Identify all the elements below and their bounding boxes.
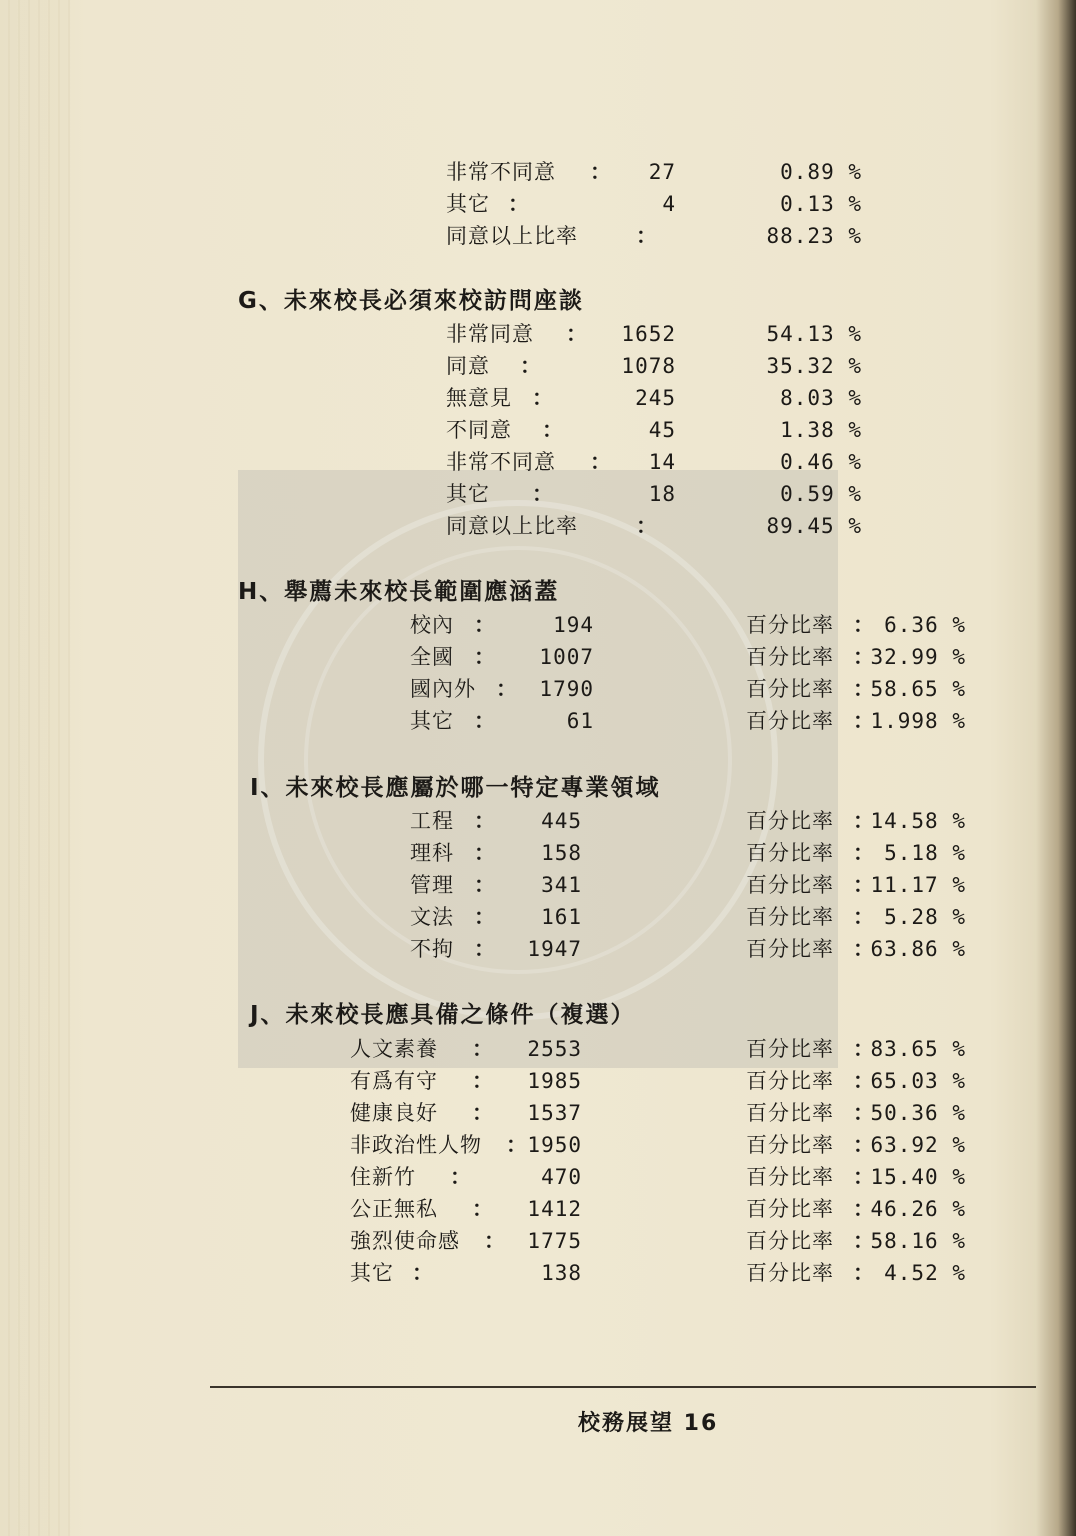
row-label: 同意 <box>446 354 490 378</box>
section-i-title: I、未來校長應屬於哪一特定專業領域 <box>250 775 661 801</box>
row-percent: 50.36 % <box>870 1101 966 1125</box>
row-count: 1007 <box>539 645 594 669</box>
row-colon: ： <box>853 709 875 733</box>
row-count: 14 <box>648 450 676 474</box>
row-label: 非常不同意 <box>446 450 556 474</box>
row-percent: 1.38 % <box>780 418 862 442</box>
row-percent-label: 百分比率 <box>746 1133 834 1157</box>
row-count: 1537 <box>527 1101 582 1125</box>
row-label: 不同意 <box>446 418 512 442</box>
row-colon: ： <box>472 1037 494 1061</box>
row-label: 非常同意 <box>446 322 534 346</box>
row-colon: ： <box>590 450 612 474</box>
row-colon: ： <box>853 1101 875 1125</box>
row-colon: ： <box>450 1165 472 1189</box>
row-percent: 5.28 % <box>884 905 966 929</box>
row-percent: 32.99 % <box>870 645 966 669</box>
row-count: 194 <box>553 613 594 637</box>
row-colon: ： <box>474 873 496 897</box>
row-count: 445 <box>541 809 582 833</box>
row-colon: ： <box>484 1229 506 1253</box>
row-percent: 63.92 % <box>870 1133 966 1157</box>
row-count: 18 <box>648 482 676 506</box>
row-percent: 0.13 % <box>780 192 862 216</box>
row-percent-label: 百分比率 <box>746 1229 834 1253</box>
row-colon: ： <box>853 1037 875 1061</box>
row-percent: 0.59 % <box>780 482 862 506</box>
row-percent-label: 百分比率 <box>746 937 834 961</box>
row-percent: 4.52 % <box>884 1261 966 1285</box>
row-colon: ： <box>474 645 496 669</box>
section-j-title: J、未來校長應具備之條件（複選） <box>250 1002 636 1028</box>
row-percent: 1.998 % <box>870 709 966 733</box>
row-count: 2553 <box>527 1037 582 1061</box>
row-label: 健康良好 <box>350 1101 438 1125</box>
row-colon: ： <box>853 1165 875 1189</box>
row-colon: ： <box>532 386 554 410</box>
row-colon: ： <box>532 482 554 506</box>
row-label: 理科 <box>410 841 454 865</box>
row-label: 管理 <box>410 873 454 897</box>
page-binding-shadow <box>1036 0 1076 1536</box>
row-colon: ： <box>474 937 496 961</box>
row-count: 1078 <box>621 354 676 378</box>
row-percent-label: 百分比率 <box>746 1261 834 1285</box>
row-percent-label: 百分比率 <box>746 905 834 929</box>
row-count: 138 <box>541 1261 582 1285</box>
row-percent: 15.40 % <box>870 1165 966 1189</box>
row-colon: ： <box>636 514 658 538</box>
row-percent-label: 百分比率 <box>746 1165 834 1189</box>
row-colon: ： <box>853 905 875 929</box>
row-colon: ： <box>853 1261 875 1285</box>
row-count: 470 <box>541 1165 582 1189</box>
row-percent: 83.65 % <box>870 1037 966 1061</box>
row-percent: 0.89 % <box>780 160 862 184</box>
row-colon: ： <box>496 677 518 701</box>
row-percent: 46.26 % <box>870 1197 966 1221</box>
row-colon: ： <box>853 841 875 865</box>
row-percent: 58.16 % <box>870 1229 966 1253</box>
row-percent: 58.65 % <box>870 677 966 701</box>
row-percent: 54.13 % <box>766 322 862 346</box>
row-count: 161 <box>541 905 582 929</box>
row-colon: ： <box>853 1133 875 1157</box>
row-colon: ： <box>853 809 875 833</box>
row-colon: ： <box>472 1197 494 1221</box>
row-label: 同意以上比率 <box>446 224 578 248</box>
footer-rule <box>210 1386 1036 1388</box>
row-colon: ： <box>412 1261 434 1285</box>
row-count: 1412 <box>527 1197 582 1221</box>
row-colon: ： <box>472 1069 494 1093</box>
row-percent: 5.18 % <box>884 841 966 865</box>
row-count: 45 <box>648 418 676 442</box>
row-count: 341 <box>541 873 582 897</box>
row-label: 住新竹 <box>350 1165 416 1189</box>
row-count: 1947 <box>527 937 582 961</box>
row-percent: 63.86 % <box>870 937 966 961</box>
section-h-title: H、舉薦未來校長範圍應涵蓋 <box>238 579 560 605</box>
row-count: 1950 <box>527 1133 582 1157</box>
row-colon: ： <box>474 613 496 637</box>
row-percent-label: 百分比率 <box>746 873 834 897</box>
row-colon: ： <box>474 841 496 865</box>
page-footer: 校務展望 16 <box>578 1411 719 1436</box>
row-label: 非常不同意 <box>446 160 556 184</box>
row-colon: ： <box>853 873 875 897</box>
row-colon: ： <box>474 809 496 833</box>
row-count: 27 <box>648 160 676 184</box>
row-count: 1790 <box>539 677 594 701</box>
row-colon: ： <box>520 354 542 378</box>
row-percent-label: 百分比率 <box>746 1069 834 1093</box>
row-count: 1652 <box>621 322 676 346</box>
row-percent-label: 百分比率 <box>746 677 834 701</box>
row-percent: 88.23 % <box>766 224 862 248</box>
row-percent-label: 百分比率 <box>746 1101 834 1125</box>
row-label: 校內 <box>410 613 454 637</box>
row-percent-label: 百分比率 <box>746 841 834 865</box>
row-colon: ： <box>506 1133 528 1157</box>
row-label: 公正無私 <box>350 1197 438 1221</box>
row-percent-label: 百分比率 <box>746 1197 834 1221</box>
row-percent: 0.46 % <box>780 450 862 474</box>
row-percent: 14.58 % <box>870 809 966 833</box>
row-colon: ： <box>636 224 658 248</box>
row-percent: 11.17 % <box>870 873 966 897</box>
row-label: 工程 <box>410 809 454 833</box>
row-count: 1985 <box>527 1069 582 1093</box>
row-label: 全國 <box>410 645 454 669</box>
row-percent: 35.32 % <box>766 354 862 378</box>
row-colon: ： <box>853 677 875 701</box>
row-percent: 6.36 % <box>884 613 966 637</box>
row-percent-label: 百分比率 <box>746 709 834 733</box>
row-percent-label: 百分比率 <box>746 613 834 637</box>
row-percent: 65.03 % <box>870 1069 966 1093</box>
section-g-title: G、未來校長必須來校訪問座談 <box>238 288 584 314</box>
row-count: 1775 <box>527 1229 582 1253</box>
row-colon: ： <box>474 709 496 733</box>
row-label: 其它 <box>446 192 490 216</box>
row-label: 國內外 <box>410 677 476 701</box>
row-label: 其它 <box>350 1261 394 1285</box>
row-colon: ： <box>853 937 875 961</box>
page-stack-edge <box>0 0 70 1536</box>
row-percent: 89.45 % <box>766 514 862 538</box>
row-label: 人文素養 <box>350 1037 438 1061</box>
row-percent-label: 百分比率 <box>746 645 834 669</box>
row-colon: ： <box>472 1101 494 1125</box>
row-label: 同意以上比率 <box>446 514 578 538</box>
row-percent: 8.03 % <box>780 386 862 410</box>
row-count: 158 <box>541 841 582 865</box>
row-label: 非政治性人物 <box>350 1133 482 1157</box>
row-colon: ： <box>508 192 530 216</box>
row-colon: ： <box>590 160 612 184</box>
row-count: 4 <box>662 192 676 216</box>
row-colon: ： <box>853 1229 875 1253</box>
row-percent-label: 百分比率 <box>746 809 834 833</box>
row-colon: ： <box>853 1069 875 1093</box>
row-label: 強烈使命感 <box>350 1229 460 1253</box>
row-label: 有爲有守 <box>350 1069 438 1093</box>
row-colon: ： <box>853 613 875 637</box>
row-colon: ： <box>542 418 564 442</box>
row-label: 其它 <box>410 709 454 733</box>
row-colon: ： <box>853 1197 875 1221</box>
row-count: 61 <box>566 709 594 733</box>
row-label: 文法 <box>410 905 454 929</box>
row-colon: ： <box>566 322 588 346</box>
row-colon: ： <box>474 905 496 929</box>
row-label: 其它 <box>446 482 490 506</box>
row-colon: ： <box>853 645 875 669</box>
row-label: 不拘 <box>410 937 454 961</box>
row-label: 無意見 <box>446 386 512 410</box>
row-count: 245 <box>635 386 676 410</box>
row-percent-label: 百分比率 <box>746 1037 834 1061</box>
